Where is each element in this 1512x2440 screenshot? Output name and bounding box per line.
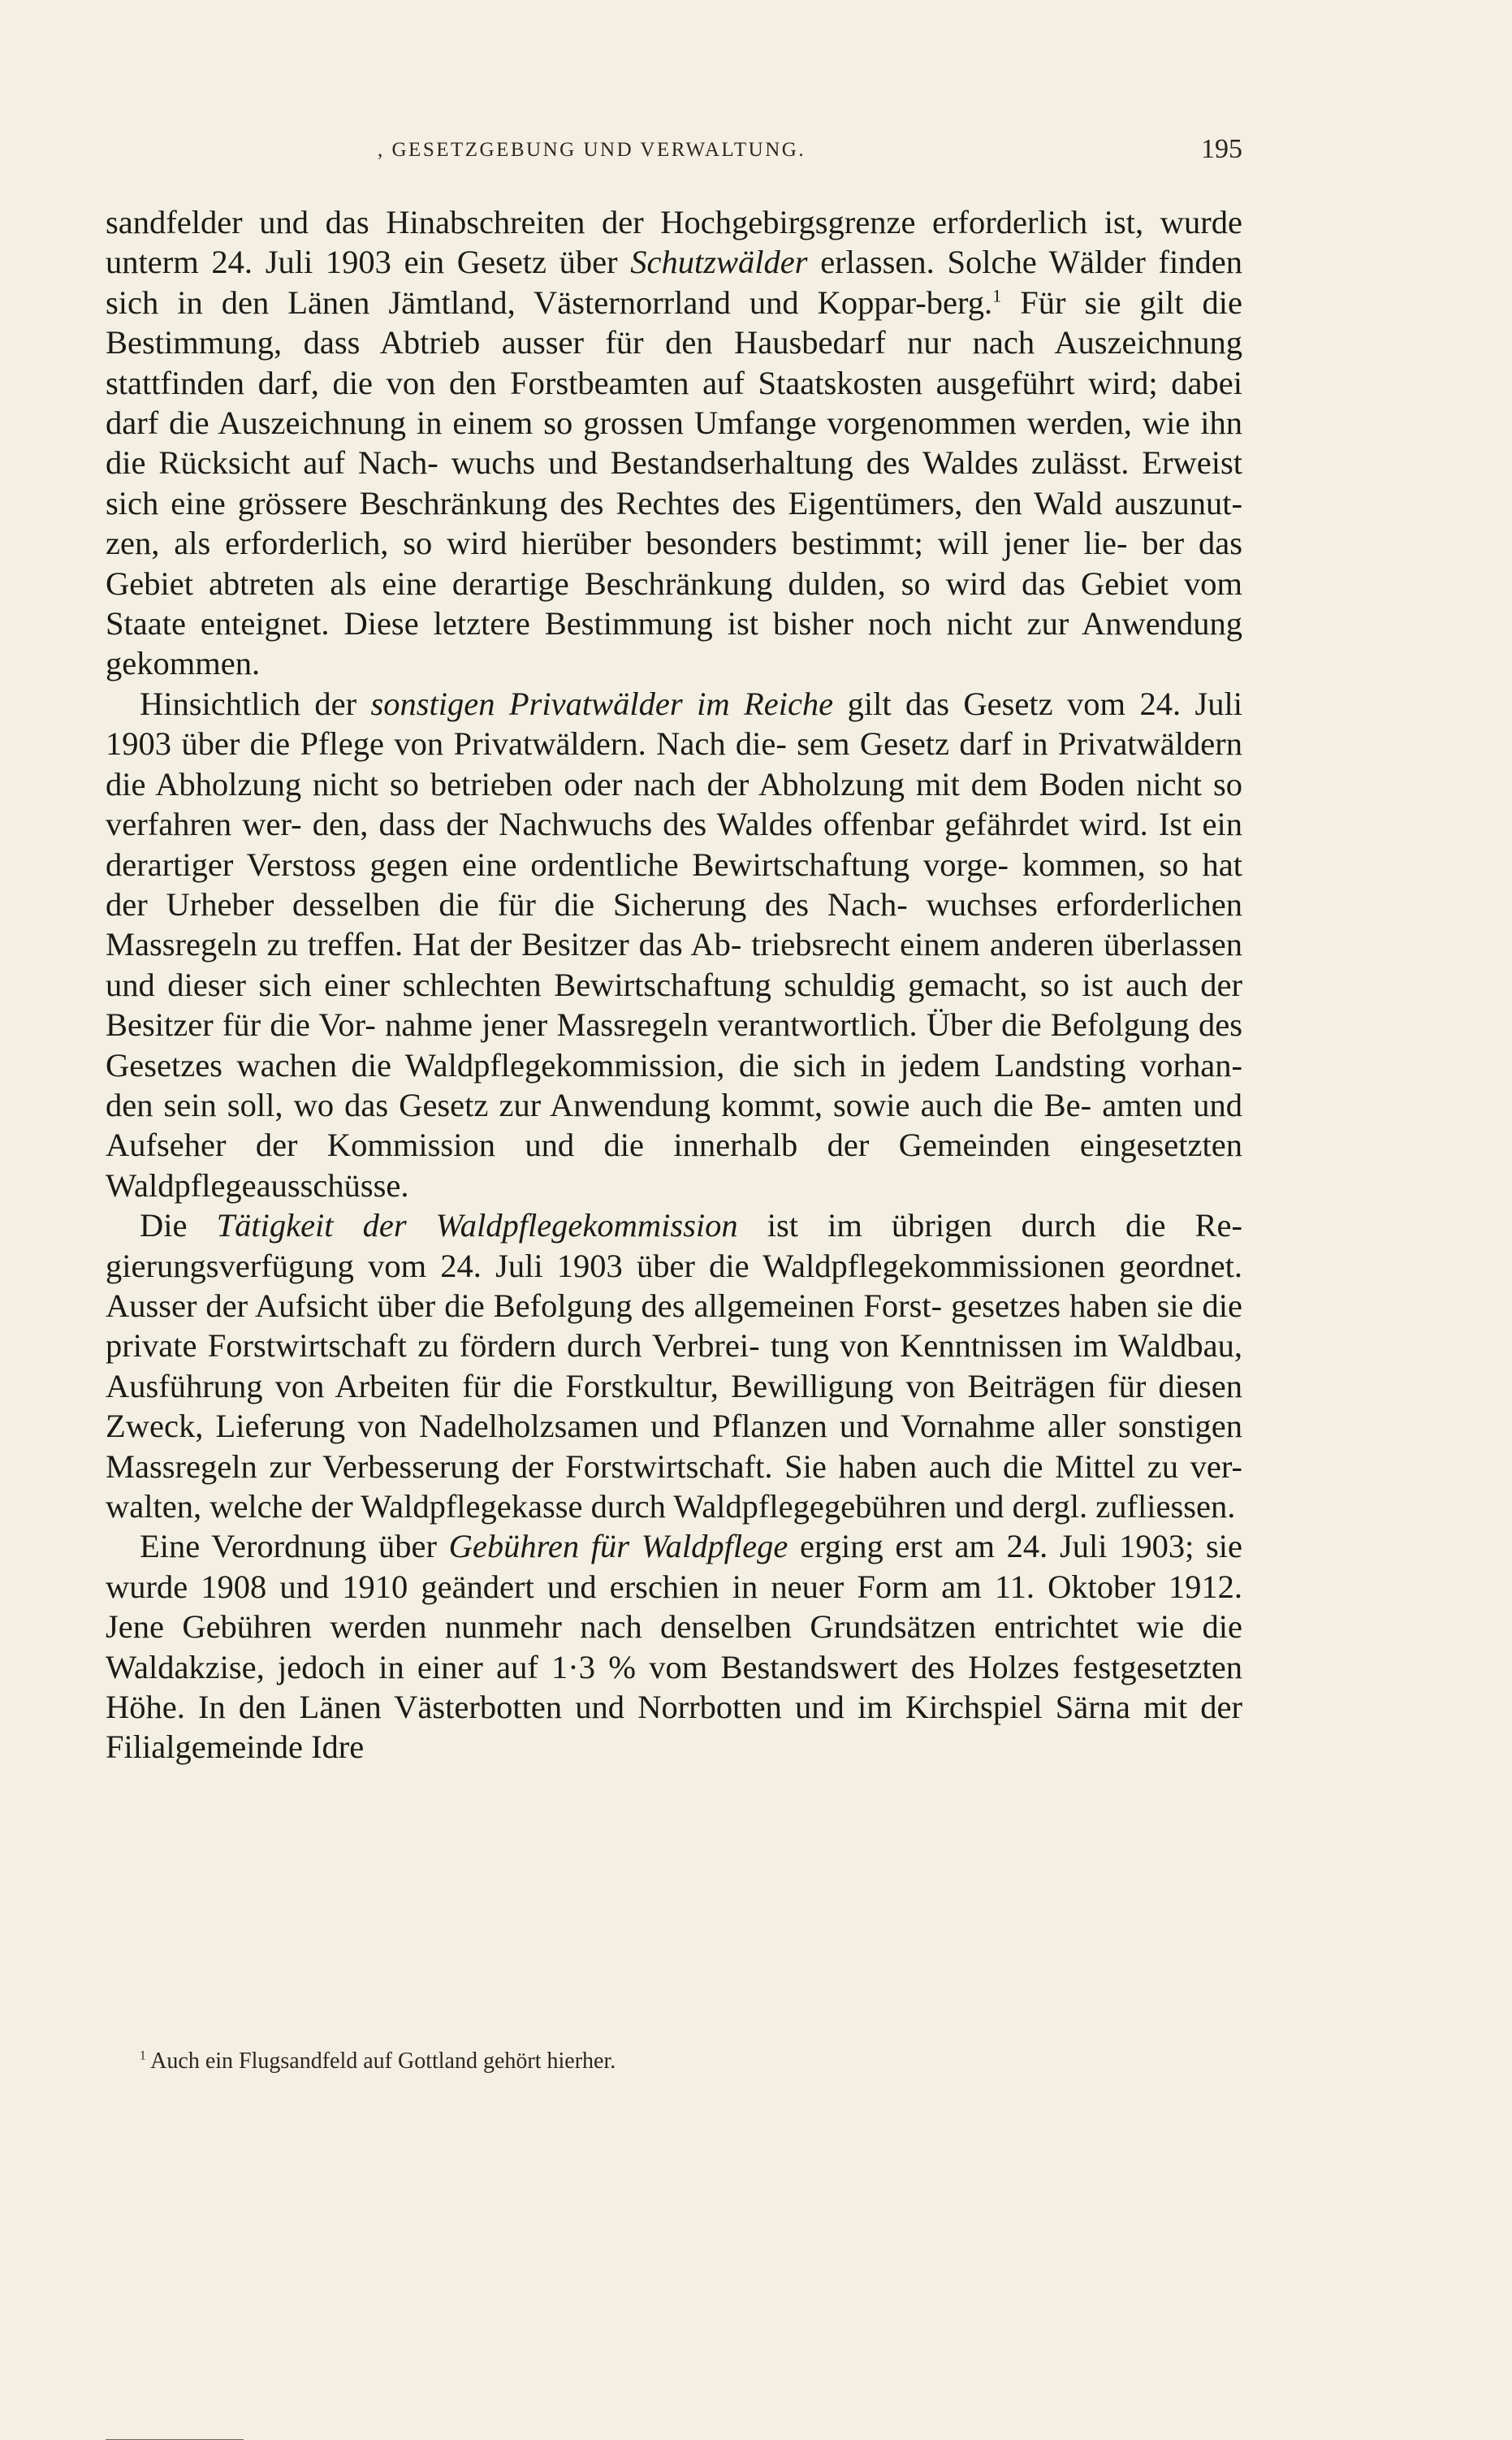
- paragraph-2: Hinsichtlich der sonstigen Privatwälder im Reiche gilt das Gesetz vom 24. Juli 1903 über die Pflege von Privatwäldern. Nach die- sem Gesetz darf in Privatwäldern die Abholzung nicht so betrieben oder nach der Abholzung mit dem Boden nicht so verfahren wer- den, dass der Nachwuchs des Waldes offenbar gefährdet wird. Ist ein derartiger Verstoss gegen eine ordentliche Bewirtschaftung vorge- kommen, so hat der Urheber desselben die für die Sicherung des Nach- wuchses erforderlichen Massregeln zu treffen. Hat der Besitzer das Ab- triebsrecht einem anderen überlassen und dieser sich einer schlechten Bewirtschaftung schuldig gemacht, so ist auch der Besitzer für die Vor- nahme jener Massregeln verantwortlich. Über die Befolgung des Gesetzes wachen die Waldpflegekommission, die sich in jedem Landsting vorhan- den sein soll, wo das Gesetz zur Anwendung kommt, sowie auch die Be- amten und Aufseher der Kommission und die innerhalb der Gemeinden eingesetzten Waldpflegeausschüsse.: [106, 685, 1243, 1204]
- page-header: [106, 134, 1242, 173]
- paragraph-1: sandfelder und das Hinabschreiten der Hochgebirgsgrenze erforderlich ist, wurde unterm 24. Juli 1903 ein Gesetz über Schutzwälder erlassen. Solche Wälder finden sich in den Länen Jämtland, Västernorrland und Koppar-berg.$^1$ Für sie gilt die Bestimmung, dass Abtrieb ausser für den Hausbedarf nur nach Auszeichnung stattfinden darf, die von den Forstbeamten auf Staatskosten ausgeführt wird; dabei darf die Auszeichnung in einem so grossen Umfange vorgenommen werden, wie ihn die Rücksicht auf Nach- wuchs und Bestandserhaltung des Waldes zulässt. Erweist sich eine grössere Beschränkung des Rechtes des Eigentümers, den Wald auszunut- zen, als erforderlich, so wird hierüber besonders bestimmt; will jener lie- ber das Gebiet abtreten als eine derartige Beschränkung dulden, so wird das Gebiet vom Staate enteignet. Diese letztere Bestimmung ist bisher noch nicht zur Anwendung gekommen.: [106, 204, 1243, 682]
- running-head: , GESETZGEBUNG UND VERWALTUNG.: [378, 139, 806, 161]
- footnote-text: Auch ein Flugsandfeld auf Gottland gehört hierher.: [150, 2048, 616, 2074]
- page-number: 195: [1201, 134, 1242, 164]
- emphasis-schutzwaelder: Schutzwälder: [630, 244, 808, 281]
- paragraph-3: Die Tätigkeit der Waldpflegekommission ist im übrigen durch die Re- gierungsverfügung vom 24. Juli 1903 über die Waldpflegekommissionen geordnet. Ausser der Aufsicht über die Befolgung des allgemeinen Forst- gesetzes haben sie die private Forstwirtschaft zu fördern durch Verbrei- tung von Kenntnissen im Waldbau, Ausführung von Arbeiten für die Forstkultur, Bewilligung von Beiträgen für diesen Zweck, Lieferung von Nadelholzsamen und Pflanzen und Vornahme aller sonstigen Massregeln zur Verbesserung der Forstwirtschaft. Sie haben auch die Mittel zu ver- walten, welche der Waldpflegekasse durch Waldpflegegebühren und dergl. zufliessen.: [106, 1207, 1243, 1525]
- footnote-reference: 1: [992, 285, 1002, 306]
- body-text: [106, 202, 1242, 1767]
- emphasis-waldpflegekommission: Tätigkeit der Waldpflegekommission: [216, 1207, 738, 1244]
- emphasis-gebuehren: Gebühren für Waldpflege: [448, 1528, 788, 1565]
- footnote-marker: 1: [140, 2048, 146, 2063]
- footnote: [140, 2048, 1236, 2075]
- emphasis-privatwaelder: sonstigen Privatwälder im Reiche: [370, 685, 834, 722]
- paragraph-4: Eine Verordnung über Gebühren für Waldpflege erging erst am 24. Juli 1903; sie wurde 1908 und 1910 geändert und erschien in neuer Form am 11. Oktober 1912. Jene Gebühren werden nunmehr nach denselben Grundsätzen entrichtet wie die Waldakzise, jedoch in einer auf 1·3 % vom Bestandswert des Holzes festgesetzten Höhe. In den Länen Västerbotten und Norrbotten und im Kirchspiel Särna mit der Filialgemeinde Idre: [106, 1528, 1243, 1766]
